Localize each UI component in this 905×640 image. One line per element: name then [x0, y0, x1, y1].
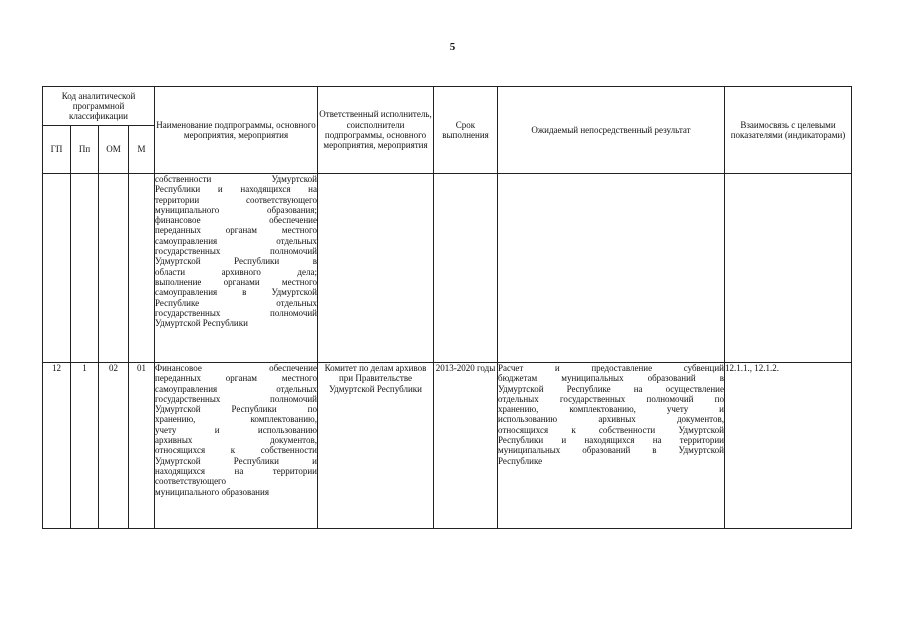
gp-column-header: ГП [43, 126, 71, 174]
text-line: хранению, комплектованию, учету и [498, 404, 724, 415]
responsible-cell: Комитет по делам архивов при Правительстве Удмуртской Республики [318, 363, 434, 529]
text-line: переданных органам местного [155, 373, 317, 384]
text-line: относящихся к собственности Удмуртской [498, 424, 724, 435]
pp-cell: 1 [71, 363, 99, 529]
pp-cell [71, 174, 99, 363]
text-line: Удмуртской Республики и [155, 455, 317, 466]
text-line: финансовое обеспечение [155, 215, 317, 226]
text-line: архивных документов, [155, 435, 317, 446]
gp-cell: 12 [43, 363, 71, 529]
text-line: Республики и находящихся на [155, 184, 317, 195]
table-row [43, 363, 852, 529]
text-line: Удмуртской Республики [155, 318, 248, 329]
text-line: области архивного дела; [155, 266, 317, 277]
program-table [42, 86, 852, 529]
text-line: Республики и находящихся на территории [498, 435, 724, 446]
text-line: отдельных государственных полномочий по [498, 393, 724, 404]
om-column-header: ОМ [99, 126, 129, 174]
text-line: собственности Удмуртской [155, 174, 317, 184]
pp-column-header: Пп [71, 126, 99, 174]
table-row [43, 174, 852, 363]
text-line: находящихся на территории [155, 465, 317, 476]
relation-cell [725, 174, 852, 363]
text-line: переданных органам местного [155, 225, 317, 236]
result-cell [498, 174, 725, 363]
text-line: государственных полномочий [155, 393, 317, 404]
table-header-row [43, 87, 852, 126]
term-header: Срок выполнения [434, 87, 498, 174]
text-line: муниципального образования [155, 486, 269, 497]
m-column-header: М [129, 126, 155, 174]
term-cell: 2013-2020 годы [434, 363, 498, 529]
result-header: Ожидаемый непосредственный результат [498, 87, 725, 174]
gp-cell [43, 174, 71, 363]
text-line: использованию архивных документов, [498, 414, 724, 425]
text-line: государственных полномочий [155, 307, 317, 318]
name-cell [155, 174, 318, 363]
page-number: 5 [449, 41, 456, 53]
text-line: Удмуртской Республике на осуществление [498, 383, 724, 394]
m-cell [129, 174, 155, 363]
text-line: самоуправления отдельных [155, 383, 317, 394]
code-group-header: Код аналитической программной классификации [43, 87, 155, 126]
text-line: муниципальных образований в Удмуртской [498, 445, 724, 456]
text-line: относящихся к собственности [155, 445, 317, 456]
text-line: Финансовое обеспечение [155, 363, 317, 373]
text-line: Расчет и предоставление субвенций [498, 363, 724, 373]
text-line: Республике отдельных [155, 297, 317, 308]
m-cell: 01 [129, 363, 155, 529]
text-line: учету и использованию [155, 424, 317, 435]
text-line: Удмуртской Республики в [155, 256, 317, 267]
text-line: территории соответствующего [155, 194, 317, 205]
relation-header: Взаимосвязь с целевыми показателями (индикаторами) [725, 87, 852, 174]
text-line: соответствующего [155, 476, 227, 487]
term-cell [434, 174, 498, 363]
text-line: бюджетам муниципальных образований в [498, 373, 724, 384]
responsible-cell [318, 174, 434, 363]
result-cell [498, 363, 725, 529]
text-line: самоуправления в Удмуртской [155, 287, 317, 298]
responsible-header: Ответственный исполнитель, соисполнители подпрограммы, основного мероприятия, мероприятия [318, 87, 434, 174]
om-cell: 02 [99, 363, 129, 529]
text-line: Республике [498, 455, 543, 466]
text-line: самоуправления отдельных [155, 235, 317, 246]
text-line: государственных полномочий [155, 246, 317, 257]
text-line: муниципального образования; [155, 204, 317, 215]
name-cell [155, 363, 318, 529]
text-line: хранению, комплектованию, [155, 414, 317, 425]
relation-cell: 12.1.1., 12.1.2. [725, 363, 852, 529]
name-header: Наименование подпрограммы, основного мероприятия, мероприятия [155, 87, 318, 174]
text-line: Удмуртской Республики по [155, 404, 317, 415]
text-line: выполнение органами местного [155, 276, 317, 287]
om-cell [99, 174, 129, 363]
